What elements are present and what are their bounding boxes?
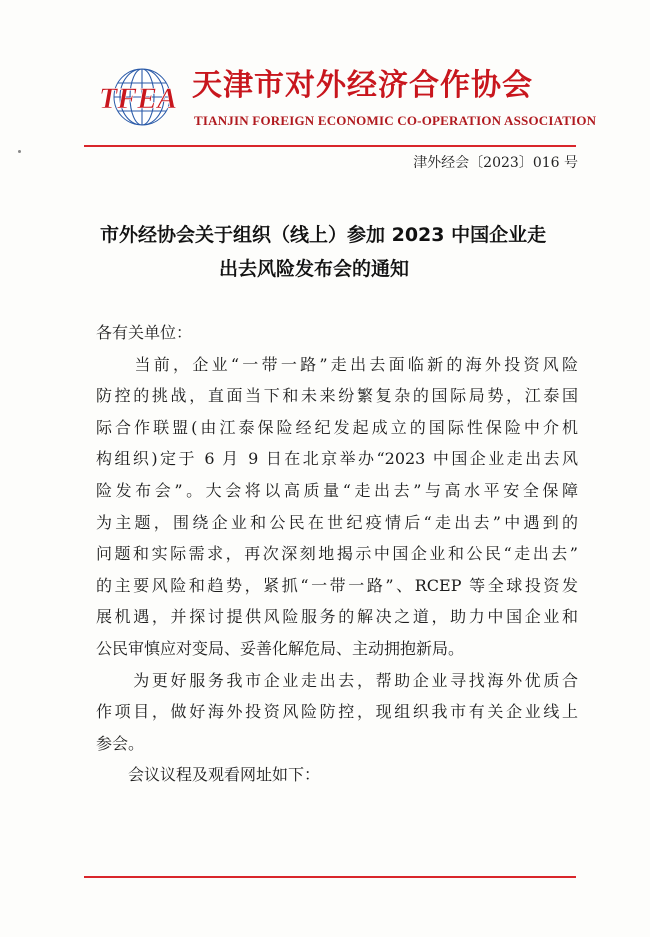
paragraph-line: 为更好服务我市企业走出去，帮助企业寻找海外优质合 bbox=[96, 670, 578, 690]
document-body bbox=[96, 317, 578, 791]
letterhead-divider bbox=[84, 145, 576, 147]
paragraph-line: 际合作联盟(由江泰保险经纪发起成立的国际性保险中介机 bbox=[96, 417, 578, 437]
logo-text: TFEA bbox=[98, 82, 178, 115]
title-line-2: 出去风险发布会的通知 bbox=[219, 258, 410, 280]
paragraph-line: 参会。 bbox=[96, 733, 145, 753]
paragraph-line: 为主题，围绕企业和公民在世纪疫情后“走出去”中遇到的 bbox=[96, 512, 578, 532]
document-number: 津外经会〔2023〕016 号 bbox=[413, 155, 578, 171]
paragraph-1 bbox=[96, 349, 578, 665]
paragraph-line: 公民审慎应对变局、妥善化解危局、主动拥抱新局。 bbox=[96, 638, 465, 658]
organization-name-chinese: 天津市对外经济合作协会 bbox=[192, 68, 533, 103]
footer-divider bbox=[84, 876, 576, 878]
document-title bbox=[100, 218, 560, 286]
paragraph-line: 问题和实际需求，再次深刻地揭示中国企业和公民“走出去” bbox=[96, 544, 578, 564]
salutation: 各有关单位： bbox=[96, 323, 193, 342]
tfea-logo bbox=[92, 66, 184, 128]
paragraph-line: 构组织)定于 6 月 9 日在北京举办“2023 中国企业走出去风 bbox=[96, 449, 578, 469]
paragraph-line: 的主要风险和趋势，紧抓“一带一路”、RCEP 等全球投资发 bbox=[96, 575, 578, 595]
paragraph-2 bbox=[96, 665, 578, 760]
organization-name-english: TIANJIN FOREIGN ECONOMIC CO-OPERATION ASSOCIATION bbox=[194, 113, 597, 128]
paragraph-line: 防控的挑战，直面当下和未来纷繁复杂的国际局势，江泰国 bbox=[96, 386, 578, 406]
title-line-1: 市外经协会关于组织（线上）参加 2023 中国企业走 bbox=[100, 224, 547, 246]
paragraph-line: 作项目，做好海外投资风险防控，现组织我市有关企业线上 bbox=[96, 702, 578, 722]
paragraph-3: 会议议程及观看网址如下： bbox=[96, 765, 321, 785]
scan-speck bbox=[18, 150, 21, 153]
paragraph-line: 当前，企业“一带一路”走出去面临新的海外投资风险 bbox=[96, 354, 578, 374]
paragraph-line: 展机遇，并探讨提供风险服务的解决之道，助力中国企业和 bbox=[96, 607, 578, 627]
paragraph-line: 险发布会”。大会将以高质量“走出去”与高水平安全保障 bbox=[96, 480, 578, 500]
